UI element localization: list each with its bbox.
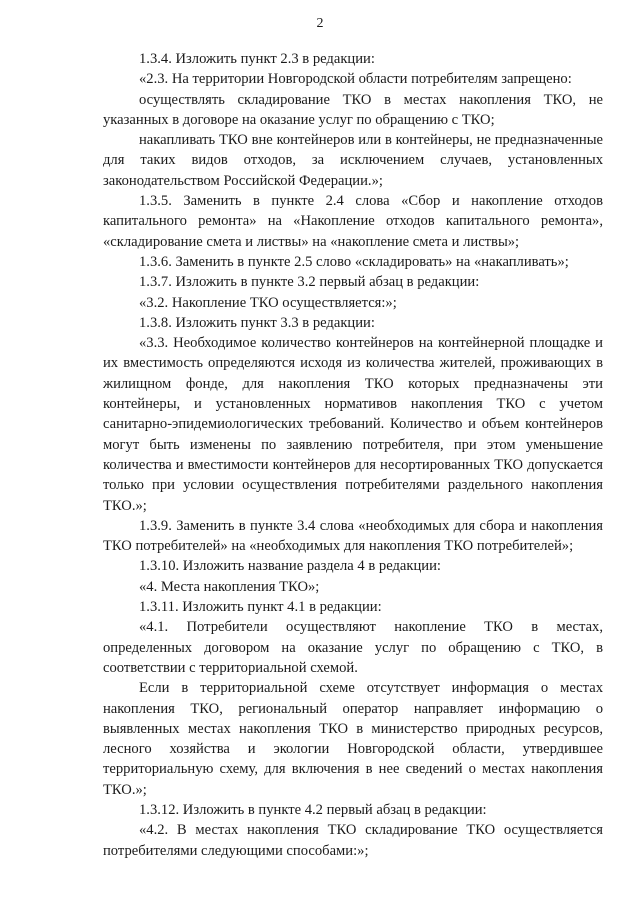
paragraph-1-3-11: 1.3.11. Изложить пункт 4.1 в редакции: [139, 599, 382, 616]
paragraph-quote-3-2: «3.2. Накопление ТКО осуществляется:»; [139, 294, 397, 311]
paragraph-1-3-6: 1.3.6. Заменить в пункте 2.5 слово «складировать» на «накапливать»; [139, 253, 569, 270]
paragraph-quote-4: «4. Места накопления ТКО»; [139, 578, 320, 595]
paragraph-accumulation-ban: накапливать ТКО вне контейнеров или в контейнеры, не предназначенные для таких видов отходов, за исключением случаев, установленных законодательством Российской Федерации.»; [103, 132, 603, 189]
paragraph-quote-4-1: «4.1. Потребители осуществляют накопление ТКО в местах, определенных договором на оказание услуг по обращению с ТКО, в соответствии с территориальной схемой. [103, 619, 603, 676]
paragraph-1-3-8: 1.3.8. Изложить пункт 3.3 в редакции: [139, 314, 375, 331]
paragraph-1-3-7: 1.3.7. Изложить в пункте 3.2 первый абзац в редакции: [139, 274, 480, 291]
paragraph-1-3-12: 1.3.12. Изложить в пункте 4.2 первый абзац в редакции: [139, 801, 487, 818]
paragraph-territorial-scheme: Если в территориальной схеме отсутствует информация о местах накопления ТКО, региональный оператор направляет информацию о выявленных местах накопления ТКО в министерство природных ресурсов, лесного хозяйства и экологии Новгородской области, утвердившее территориальную схему, для включения в нее сведений о местах накопления ТКО.»; [103, 680, 603, 798]
paragraph-quote-2-3: «2.3. На территории Новгородской области потребителям запрещено: [139, 71, 572, 88]
paragraph-1-3-10: 1.3.10. Изложить название раздела 4 в редакции: [139, 558, 441, 575]
paragraph-1-3-9: 1.3.9. Заменить в пункте 3.4 слова «необходимых для сбора и накопления ТКО потребителей» на «необходимых для накопления ТКО потребителей»; [103, 517, 603, 555]
paragraph-1-3-5: 1.3.5. Заменить в пункте 2.4 слова «Сбор и накопление отходов капитального ремонта» на «Накопление отходов капитального ремонта», «складирование смета и листвы» на «накопление смета и листвы»; [103, 193, 603, 250]
paragraph-storage-ban: осуществлять складирование ТКО в местах накопления ТКО, не указанных в договоре на оказание услуг по обращению с ТКО; [103, 91, 603, 128]
page-number: 2 [316, 16, 324, 31]
paragraph-1-3-4: 1.3.4. Изложить пункт 2.3 в редакции: [139, 51, 375, 67]
paragraph-quote-4-2: «4.2. В местах накопления ТКО складирование ТКО осуществляется потребителями следующими способами:»; [103, 822, 603, 859]
document-body [103, 49, 603, 861]
paragraph-quote-3-3: «3.3. Необходимое количество контейнеров на контейнерной площадке и их вместимость определяются исходя из количества жителей, проживающих в жилищном фонде, для накопления ТКО которых предназначены эти контейнеры, и установленных нормативов накопления ТКО с учетом санитарно-эпидемиологических требований. Количество и объем контейнеров могут быть изменены по заявлению потребителя, при этом уменьшение количества и вместимости контейнеров для несортированных ТКО допускается только при условии осуществления потребителями раздельного накопления ТКО.»; [103, 335, 603, 514]
